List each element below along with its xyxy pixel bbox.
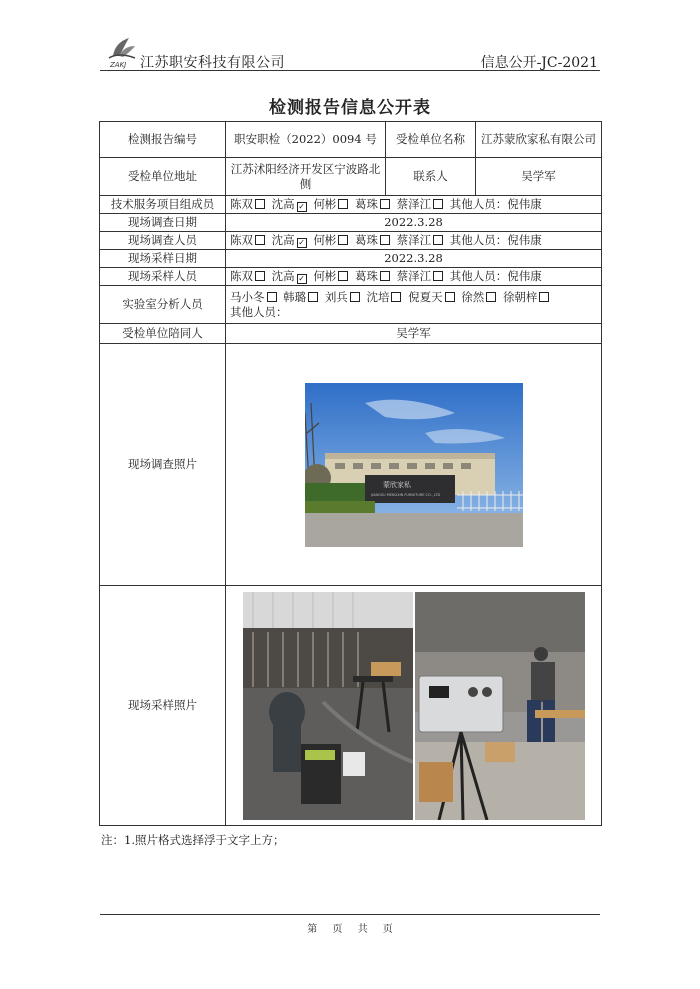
survey-staff-value <box>226 232 602 250</box>
page-title: 检测报告信息公开表 <box>269 98 431 118</box>
report-no-value: 职安职检（2022）0094 号 <box>226 122 386 158</box>
staff-ge: 葛珠 <box>354 197 378 211</box>
checkbox-icon <box>380 199 390 209</box>
staff-he: 何彬 <box>313 233 337 247</box>
client-name-label: 受检单位名称 <box>386 122 476 158</box>
staff-cai: 蔡泽江 <box>396 233 432 247</box>
checkbox-icon <box>391 292 401 302</box>
footnote: 注：1.照片格式选择浮于文字上方； <box>101 833 285 847</box>
company-logo <box>105 34 139 70</box>
survey-photo <box>305 383 523 547</box>
sampling-staff-label: 现场采样人员 <box>100 268 226 286</box>
other-staff-label: 其他人员： <box>449 269 508 283</box>
tech-team-label: 技术服务项目组成员 <box>100 196 226 214</box>
sampling-date-label: 现场采样日期 <box>100 250 226 268</box>
staff-he: 何彬 <box>313 269 337 283</box>
lab-xu: 徐然 <box>461 289 485 304</box>
survey-photo-cell <box>226 344 602 586</box>
checkbox-icon <box>380 271 390 281</box>
checkbox-icon <box>380 235 390 245</box>
sampling-photo-label: 现场采样照片 <box>100 586 226 826</box>
lab-han: 韩璐 <box>283 289 307 304</box>
accompany-label: 受检单位陪同人 <box>100 324 226 344</box>
staff-shen: 沈高 <box>271 269 295 283</box>
sign-subtext: JIANGSU MENGXIN FURNITURE CO., LTD <box>370 492 440 497</box>
footer-divider <box>100 914 600 915</box>
staff-cai: 蔡泽江 <box>396 269 432 283</box>
checkbox-icon <box>539 292 549 302</box>
checked-box-icon: ✓ <box>298 202 305 211</box>
lab-ni: 倪夏天 <box>408 289 443 304</box>
staff-chen: 陈双 <box>230 233 253 247</box>
checkbox-icon <box>308 292 318 302</box>
checkbox-icon <box>338 199 348 209</box>
client-address-value: 江苏沭阳经济开发区宁波路北侧 <box>226 158 386 196</box>
staff-ge: 葛珠 <box>354 233 378 247</box>
other-staff-label: 其他人员： <box>449 233 508 247</box>
staff-ge: 葛珠 <box>354 269 378 283</box>
staff-chen: 陈双 <box>230 269 253 283</box>
sign-text: 蒙欣家私 <box>382 480 411 489</box>
lab-staff-label: 实验室分析人员 <box>100 286 226 324</box>
staff-cai: 蔡泽江 <box>396 197 432 211</box>
other-staff-name: 倪伟康 <box>507 269 542 283</box>
sampling-staff-value <box>226 268 602 286</box>
report-info-table <box>99 121 602 826</box>
sampling-photo-cell <box>226 586 602 826</box>
other-staff-label: 其他人员： <box>449 197 508 211</box>
page-header <box>100 34 600 72</box>
checkbox-icon <box>267 292 277 302</box>
lab-ma: 马小冬 <box>230 289 265 304</box>
lab-xu2: 徐朝梓 <box>502 289 538 304</box>
checkbox-icon <box>445 292 455 302</box>
sampling-date-value: 2022.3.28 <box>226 250 602 268</box>
company-name: 江苏职安科技有限公司 <box>140 55 285 71</box>
client-address-label: 受检单位地址 <box>100 158 226 196</box>
checkbox-icon <box>255 271 265 281</box>
logo-text: ZAKJ <box>110 61 127 69</box>
survey-staff-label: 现场调查人员 <box>100 232 226 250</box>
survey-date-value: 2022.3.28 <box>226 214 602 232</box>
staff-chen: 陈双 <box>230 197 253 211</box>
checkbox-icon <box>338 271 348 281</box>
checkbox-icon <box>433 235 443 245</box>
other-staff-name: 倪伟康 <box>507 233 542 247</box>
checkbox-icon <box>338 235 348 245</box>
accompany-value: 吴学军 <box>226 324 602 344</box>
staff-shen: 沈高 <box>271 233 295 247</box>
checkbox-icon <box>255 199 265 209</box>
other-staff-name: 倪伟康 <box>507 197 542 211</box>
lab-staff-value <box>226 286 602 324</box>
client-name-value: 江苏蒙欣家私有限公司 <box>476 122 602 158</box>
checkbox-icon <box>433 271 443 281</box>
document-code: 信息公开-JC-2021 <box>480 55 598 71</box>
checkbox-icon <box>486 292 496 302</box>
checked-box-icon: ✓ <box>298 274 305 283</box>
checked-box-icon: ✓ <box>298 238 305 247</box>
staff-shen: 沈高 <box>271 197 295 211</box>
contact-label: 联系人 <box>386 158 476 196</box>
lab-liu: 刘兵 <box>324 289 348 304</box>
survey-photo-label: 现场调查照片 <box>100 344 226 586</box>
page-footer: 第 页 共 页 <box>307 924 393 935</box>
sampling-photo-right <box>415 592 585 820</box>
header-divider <box>100 70 600 71</box>
report-no-label: 检测报告编号 <box>100 122 226 158</box>
lab-other-label: 其他人员： <box>230 304 288 319</box>
survey-date-label: 现场调查日期 <box>100 214 226 232</box>
contact-value: 吴学军 <box>476 158 602 196</box>
lab-shen: 沈培 <box>366 289 390 304</box>
staff-he: 何彬 <box>313 197 337 211</box>
checkbox-icon <box>433 199 443 209</box>
checkbox-icon <box>350 292 360 302</box>
tech-team-value <box>226 196 602 214</box>
sampling-photo-left <box>243 592 413 820</box>
checkbox-icon <box>255 235 265 245</box>
